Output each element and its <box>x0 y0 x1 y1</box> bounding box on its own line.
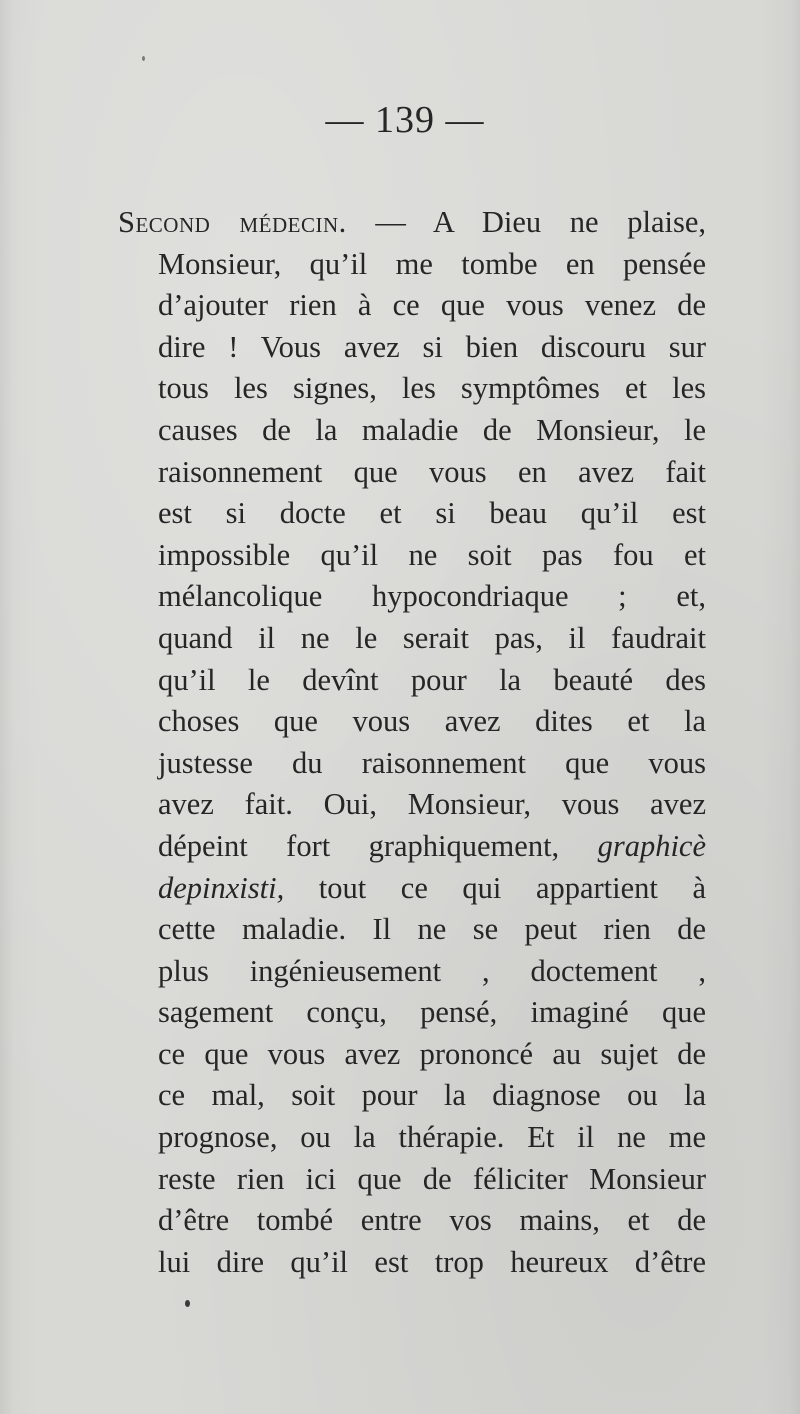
text-line: tous les signes, les symptômes et les <box>158 371 706 406</box>
text-line: causes de la maladie de Monsieur, le <box>158 412 706 447</box>
dialogue-passage <box>118 202 706 1283</box>
text-line <box>158 868 706 910</box>
text-line: est si docte et si beau qu’il est <box>158 496 706 531</box>
text-line: plus ingénieusement , doctement , <box>158 953 706 988</box>
text-line: qu’il le devînt pour la beauté des <box>158 662 706 697</box>
text-line <box>118 202 706 244</box>
text-line: Monsieur, qu’il me tombe en pensée <box>158 246 706 281</box>
text-line: ce mal, soit pour la diagnose ou la <box>158 1078 706 1113</box>
line-text: — A Dieu ne plaise, <box>375 205 706 239</box>
text-line: reste rien ici que de féliciter Monsieur <box>158 1161 706 1196</box>
text-line: cette maladie. Il ne se peut rien de <box>158 912 706 947</box>
speaker-name: Second médecin. <box>118 205 347 239</box>
text-line: ce que vous avez prononcé au sujet de <box>158 1036 706 1071</box>
text-line: impossible qu’il ne soit pas fou et <box>158 537 706 572</box>
page-number: — 139 — <box>325 99 485 141</box>
text-line: avez fait. Oui, Monsieur, vous avez <box>158 787 706 822</box>
text-line: lui dire qu’il est trop heureux d’être <box>158 1244 706 1279</box>
latin-phrase: depinxisti, <box>158 870 285 905</box>
text-line: raisonnement que vous en avez fait <box>158 454 706 489</box>
text-line: mélancolique hypocondriaque ; et, <box>158 579 706 614</box>
text-line: d’être tombé entre vos mains, et de <box>158 1203 706 1238</box>
ink-speck <box>185 1300 190 1307</box>
text-line: justesse du raisonnement que vous <box>158 745 706 780</box>
text-line: dire ! Vous avez si bien discouru sur <box>158 329 706 364</box>
text-line: quand il ne le serait pas, il faudrait <box>158 620 706 655</box>
text-line: d’ajouter rien à ce que vous venez de <box>158 288 706 323</box>
line-text: dépeint fort graphiquement, <box>158 828 560 863</box>
ink-speck <box>142 56 145 61</box>
text-line: choses que vous avez dites et la <box>158 704 706 739</box>
line-text: tout ce qui appartient à <box>318 870 706 905</box>
latin-phrase: graphicè <box>597 828 706 863</box>
text-line: prognose, ou la thérapie. Et il ne me <box>158 1120 706 1155</box>
text-line <box>158 826 706 868</box>
text-line: sagement conçu, pensé, imaginé que <box>158 995 706 1030</box>
